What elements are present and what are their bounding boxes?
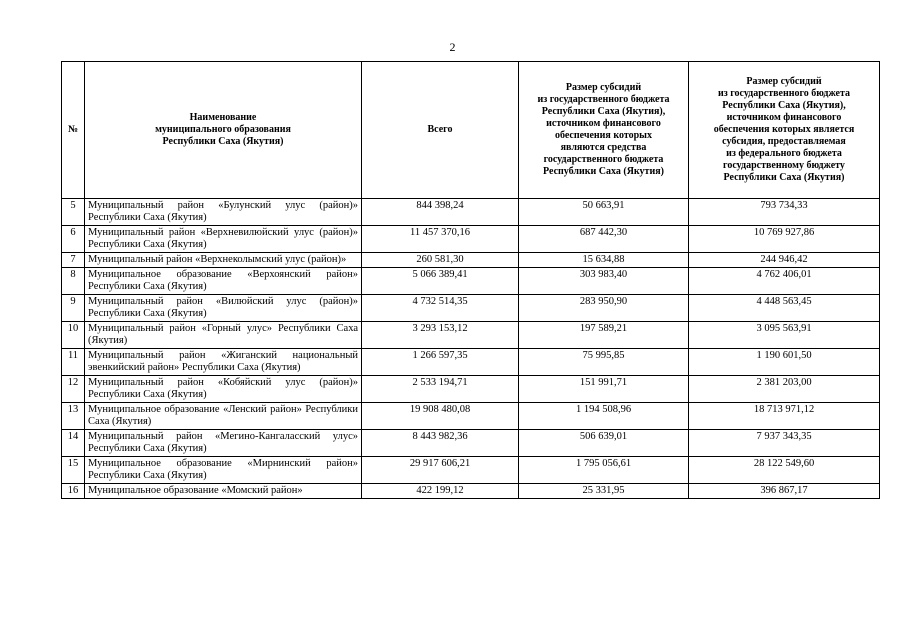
- state-budget-amount: 75 995,85: [519, 349, 689, 376]
- municipality-name: Муниципальное образование «Мирнинский район» Республики Саха (Якутия): [85, 457, 362, 484]
- table-row: [62, 253, 880, 268]
- header-number: №: [62, 62, 85, 199]
- table-row: [62, 268, 880, 295]
- row-number: 15: [62, 457, 85, 484]
- federal-budget-amount: 244 946,42: [689, 253, 880, 268]
- row-number: 7: [62, 253, 85, 268]
- municipality-name: Муниципальный район «Булунский улус (район)» Республики Саха (Якутия): [85, 199, 362, 226]
- total-amount: 844 398,24: [362, 199, 519, 226]
- municipality-name: Муниципальный район «Верхневилюйский улус (район)» Республики Саха (Якутия): [85, 226, 362, 253]
- state-budget-amount: 687 442,30: [519, 226, 689, 253]
- municipality-name: Муниципальный район «Горный улус» Республики Саха (Якутия): [85, 322, 362, 349]
- table-row: [62, 457, 880, 484]
- row-number: 11: [62, 349, 85, 376]
- state-budget-amount: 283 950,90: [519, 295, 689, 322]
- municipality-name: Муниципальный район «Верхнеколымский улус (район)»: [85, 253, 362, 268]
- municipality-name: Муниципальный район «Мегино-Кангаласский улус» Республики Саха (Якутия): [85, 430, 362, 457]
- total-amount: 3 293 153,12: [362, 322, 519, 349]
- state-budget-amount: 303 983,40: [519, 268, 689, 295]
- state-budget-amount: 1 194 508,96: [519, 403, 689, 430]
- header-federal-budget-subsidy: [689, 62, 880, 199]
- state-budget-amount: 25 331,95: [519, 484, 689, 499]
- municipality-name: Муниципальный район «Вилюйский улус (район)» Республики Саха (Якутия): [85, 295, 362, 322]
- table-header: [62, 62, 880, 199]
- table-row: [62, 430, 880, 457]
- federal-budget-amount: 1 190 601,50: [689, 349, 880, 376]
- state-budget-amount: 197 589,21: [519, 322, 689, 349]
- row-number: 14: [62, 430, 85, 457]
- municipality-name: Муниципальное образование «Верхоянский район» Республики Саха (Якутия): [85, 268, 362, 295]
- federal-budget-amount: 3 095 563,91: [689, 322, 880, 349]
- header-row: [62, 62, 880, 199]
- header-municipality-name-text: Наименование муниципального образования Республики Саха (Якутия): [155, 112, 291, 147]
- total-amount: 2 533 194,71: [362, 376, 519, 403]
- table-row: [62, 376, 880, 403]
- table-row: [62, 484, 880, 499]
- federal-budget-amount: 18 713 971,12: [689, 403, 880, 430]
- total-amount: 19 908 480,08: [362, 403, 519, 430]
- row-number: 10: [62, 322, 85, 349]
- table-row: [62, 226, 880, 253]
- total-amount: 1 266 597,35: [362, 349, 519, 376]
- federal-budget-amount: 4 448 563,45: [689, 295, 880, 322]
- total-amount: 260 581,30: [362, 253, 519, 268]
- header-total-text: Всего: [427, 124, 453, 135]
- row-number: 12: [62, 376, 85, 403]
- header-state-budget-subsidy: [519, 62, 689, 199]
- state-budget-amount: 506 639,01: [519, 430, 689, 457]
- header-federal-budget-subsidy-text: Размер субсидий из государственного бюджета Республики Саха (Якутия), источником финансового обеспечения которых является субсидия, предоставляемая из федерального бюджета государственному бюджету Республики Саха (Якутия): [713, 76, 855, 183]
- table-row: [62, 199, 880, 226]
- total-amount: 8 443 982,36: [362, 430, 519, 457]
- total-amount: 422 199,12: [362, 484, 519, 499]
- row-number: 6: [62, 226, 85, 253]
- state-budget-amount: 15 634,88: [519, 253, 689, 268]
- row-number: 5: [62, 199, 85, 226]
- state-budget-amount: 151 991,71: [519, 376, 689, 403]
- federal-budget-amount: 28 122 549,60: [689, 457, 880, 484]
- total-amount: 5 066 389,41: [362, 268, 519, 295]
- municipality-name: Муниципальный район «Кобяйский улус (район)» Республики Саха (Якутия): [85, 376, 362, 403]
- federal-budget-amount: 10 769 927,86: [689, 226, 880, 253]
- municipality-name: Муниципальное образование «Ленский район» Республики Саха (Якутия): [85, 403, 362, 430]
- row-number: 13: [62, 403, 85, 430]
- federal-budget-amount: 793 734,33: [689, 199, 880, 226]
- municipality-name: Муниципальное образование «Момский район»: [85, 484, 362, 499]
- total-amount: 11 457 370,16: [362, 226, 519, 253]
- header-total: [362, 62, 519, 199]
- table-body: [62, 199, 880, 499]
- header-municipality-name: [85, 62, 362, 199]
- table-row: [62, 403, 880, 430]
- total-amount: 4 732 514,35: [362, 295, 519, 322]
- table-row: [62, 322, 880, 349]
- federal-budget-amount: 2 381 203,00: [689, 376, 880, 403]
- row-number: 16: [62, 484, 85, 499]
- state-budget-amount: 1 795 056,61: [519, 457, 689, 484]
- row-number: 8: [62, 268, 85, 295]
- municipality-name: Муниципальный район «Жиганский национальный эвенкийский район» Республики Саха (Якутия): [85, 349, 362, 376]
- federal-budget-amount: 4 762 406,01: [689, 268, 880, 295]
- table-row: [62, 295, 880, 322]
- federal-budget-amount: 396 867,17: [689, 484, 880, 499]
- row-number: 9: [62, 295, 85, 322]
- page-number: 2: [449, 40, 456, 54]
- federal-budget-amount: 7 937 343,35: [689, 430, 880, 457]
- header-state-budget-subsidy-text: Размер субсидий из государственного бюджета Республики Саха (Якутия), источником финансового обеспечения которых являются средства государственного бюджета Республики Саха (Якутия): [537, 82, 670, 177]
- subsidies-table: [61, 61, 880, 499]
- state-budget-amount: 50 663,91: [519, 199, 689, 226]
- table-row: [62, 349, 880, 376]
- total-amount: 29 917 606,21: [362, 457, 519, 484]
